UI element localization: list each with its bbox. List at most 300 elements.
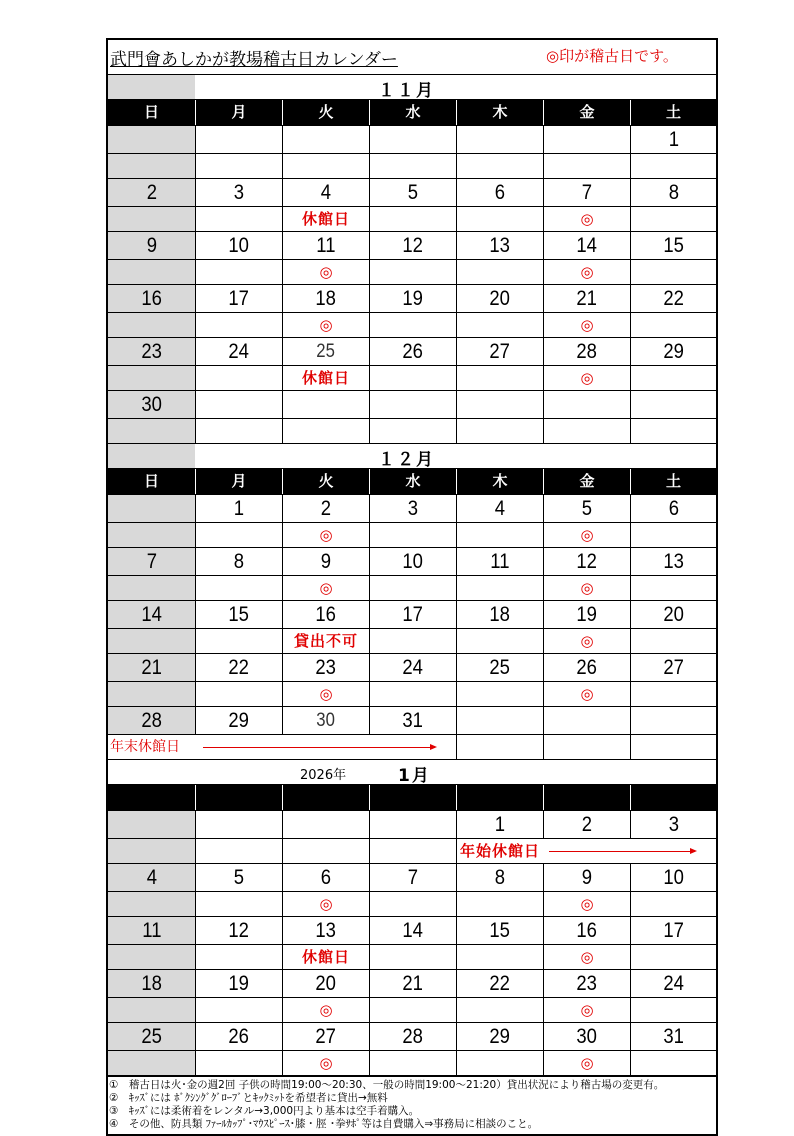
day-number: 4 [494, 497, 506, 520]
day-cell [456, 391, 543, 418]
month-header [108, 760, 716, 785]
day-number: 18 [315, 287, 337, 310]
day-cell [108, 970, 195, 997]
note-cell [369, 207, 456, 231]
note-cell [195, 998, 282, 1022]
day-cell [369, 654, 456, 681]
calendar-header [108, 40, 716, 75]
day-cell [456, 864, 543, 891]
note-cell [282, 945, 369, 969]
note-cell [195, 419, 282, 443]
footnote: ④ その他、防具類 ﾌｧｰﾙｶｯﾌﾟ･ﾏｳｽﾋﾟｰｽ･膝・脛 ･拳ｻﾎﾟ等は自費購入⇒事務局に相談のこと。 [109, 1118, 539, 1130]
day-cell [369, 1023, 456, 1050]
sunday-column-shade [108, 444, 195, 468]
practice-day-mark: ◎ [580, 210, 594, 228]
day-cell [282, 811, 369, 838]
day-number: 10 [402, 550, 424, 573]
footnote: ③ ｷｯｽﾞには柔術着をレンタル→3,000円より基本は空手着購入。 [109, 1105, 420, 1117]
day-number: 30 [576, 1025, 598, 1048]
note-cell [456, 207, 543, 231]
day-cell [456, 917, 543, 944]
day-number: 12 [228, 919, 250, 942]
day-cell [195, 601, 282, 628]
day-cell [282, 232, 369, 259]
note-cell [108, 207, 195, 231]
day-cell [195, 707, 282, 734]
day-cell [630, 495, 716, 522]
note-cell [543, 892, 630, 916]
day-number: 2 [581, 813, 593, 836]
day-number: 8 [233, 550, 245, 573]
day-number: 23 [576, 972, 598, 995]
note-cell [369, 1051, 456, 1075]
note-cell [456, 523, 543, 547]
day-cell [369, 338, 456, 365]
weekday-header-row [108, 469, 716, 495]
day-cell [195, 811, 282, 838]
day-cell [282, 864, 369, 891]
weekday-header: 火 [282, 469, 369, 494]
month-header [108, 75, 716, 100]
day-number: 5 [581, 497, 593, 520]
day-number: 20 [663, 603, 684, 626]
practice-day-mark: ◎ [580, 948, 594, 966]
day-number: 14 [141, 603, 162, 626]
day-number: 19 [576, 603, 598, 626]
weekday-header [456, 785, 543, 810]
note-cell [282, 260, 369, 284]
day-cell [543, 707, 630, 734]
note-row [108, 366, 716, 391]
practice-day-mark: ◎ [580, 369, 594, 387]
note-cell [282, 154, 369, 178]
day-number-row [108, 126, 716, 154]
day-number-row [108, 338, 716, 366]
note-row [108, 682, 716, 707]
day-number-row [108, 1023, 716, 1051]
note-cell [108, 419, 195, 443]
note-cell [195, 629, 282, 653]
day-cell [630, 970, 716, 997]
day-number: 13 [315, 919, 337, 942]
note-cell [195, 576, 282, 600]
note-cell [630, 366, 716, 390]
day-cell [630, 548, 716, 575]
note-cell [369, 998, 456, 1022]
day-number: 19 [402, 287, 424, 310]
note-cell [108, 735, 195, 759]
day-number: 5 [233, 866, 245, 889]
note-cell [543, 576, 630, 600]
day-cell [543, 285, 630, 312]
note-cell [282, 682, 369, 706]
day-number: 1 [494, 813, 506, 836]
day-cell [108, 126, 195, 153]
note-row [108, 892, 716, 917]
year-end-closure-label: 年末休館日 [110, 739, 180, 755]
day-cell [543, 126, 630, 153]
day-cell [108, 707, 195, 734]
day-number: 13 [663, 550, 684, 573]
note-cell [456, 629, 543, 653]
calendar-sheet [106, 38, 718, 1136]
note-cell [630, 839, 716, 863]
note-cell [369, 260, 456, 284]
note-row [108, 207, 716, 232]
day-number: 1 [233, 497, 245, 520]
note-cell [282, 207, 369, 231]
day-cell [456, 495, 543, 522]
day-number: 22 [663, 287, 684, 310]
day-number: 9 [146, 234, 157, 257]
day-number: 27 [489, 340, 511, 363]
weekday-header [282, 785, 369, 810]
note-cell [108, 998, 195, 1022]
day-cell [543, 601, 630, 628]
day-cell [195, 654, 282, 681]
weekday-header: 水 [369, 469, 456, 494]
day-number: 28 [576, 340, 598, 363]
day-number: 5 [407, 181, 419, 204]
note-cell [456, 945, 543, 969]
day-number: 8 [494, 866, 506, 889]
day-cell [456, 179, 543, 206]
note-cell [456, 735, 543, 759]
day-number: 25 [489, 656, 511, 679]
day-cell [108, 391, 195, 418]
year-label: 2026年 [300, 768, 347, 783]
day-number: 11 [141, 919, 162, 942]
day-cell [195, 864, 282, 891]
day-cell [543, 811, 630, 838]
note-cell [543, 154, 630, 178]
day-cell [282, 285, 369, 312]
note-cell [630, 945, 716, 969]
sunday-column-shade [108, 75, 195, 99]
day-cell [108, 654, 195, 681]
note-cell [108, 1051, 195, 1075]
practice-day-mark: ◎ [319, 579, 333, 597]
note-cell [195, 154, 282, 178]
day-number: 3 [668, 813, 679, 836]
day-number: 27 [663, 656, 684, 679]
note-cell [369, 576, 456, 600]
day-cell [195, 285, 282, 312]
month-title: 1月 [398, 766, 431, 786]
note-cell [456, 998, 543, 1022]
note-cell [108, 682, 195, 706]
note-cell [543, 1051, 630, 1075]
year-end-arrow [203, 747, 435, 748]
day-number: 16 [315, 603, 337, 626]
weekday-header: 金 [543, 100, 630, 125]
note-cell [456, 892, 543, 916]
day-number-row [108, 654, 716, 682]
note-cell [369, 892, 456, 916]
day-cell [108, 338, 195, 365]
note-row [108, 260, 716, 285]
note-cell [543, 945, 630, 969]
month-header [108, 444, 716, 469]
weekday-header: 土 [630, 469, 716, 494]
practice-day-mark: ◎ [319, 526, 333, 544]
note-row [108, 629, 716, 654]
day-cell [369, 707, 456, 734]
note-cell [282, 313, 369, 337]
closure-note: 休館日 [301, 369, 350, 387]
note-cell [630, 523, 716, 547]
practice-day-mark: ◎ [580, 579, 594, 597]
day-cell [456, 1023, 543, 1050]
day-number-row [108, 917, 716, 945]
day-cell [543, 548, 630, 575]
day-number-row [108, 970, 716, 998]
note-cell [108, 576, 195, 600]
day-cell [630, 654, 716, 681]
note-cell [456, 260, 543, 284]
day-cell [630, 391, 716, 418]
day-number: 28 [402, 1025, 424, 1048]
day-number: 15 [228, 603, 250, 626]
weekday-header [630, 785, 716, 810]
day-cell [630, 338, 716, 365]
day-cell [195, 338, 282, 365]
note-cell [195, 682, 282, 706]
note-cell [282, 892, 369, 916]
note-cell [369, 523, 456, 547]
practice-day-mark: ◎ [580, 632, 594, 650]
day-number: 25 [141, 1025, 162, 1048]
note-cell [108, 945, 195, 969]
day-number-row [108, 495, 716, 523]
day-cell [369, 495, 456, 522]
note-cell [630, 419, 716, 443]
day-cell [369, 864, 456, 891]
note-cell [369, 945, 456, 969]
day-number: 10 [663, 866, 684, 889]
day-number: 22 [228, 656, 250, 679]
day-cell [630, 864, 716, 891]
day-cell [630, 179, 716, 206]
day-number-row [108, 864, 716, 892]
day-number: 17 [228, 287, 250, 310]
note-cell [456, 576, 543, 600]
practice-day-mark: ◎ [580, 526, 594, 544]
day-number: 25 [316, 341, 336, 362]
day-cell [543, 864, 630, 891]
note-cell [630, 998, 716, 1022]
day-number: 19 [228, 972, 250, 995]
note-cell [195, 313, 282, 337]
day-cell [543, 1023, 630, 1050]
note-cell [543, 419, 630, 443]
note-cell [282, 998, 369, 1022]
weekday-header: 水 [369, 100, 456, 125]
day-number: 16 [141, 287, 162, 310]
month-title: １２月 [378, 450, 435, 470]
note-cell [456, 839, 543, 863]
note-row [108, 735, 716, 760]
day-number-row [108, 179, 716, 207]
closure-note: 貸出不可 [293, 632, 358, 650]
footnote: ① 稽古日は火･金の週2回 子供の時間19:00～20:30、一般の時間19:00～21:20）貸出状況により稽古場の変更有。 [109, 1079, 665, 1091]
day-number: 12 [576, 550, 598, 573]
day-cell [282, 338, 369, 365]
day-number: 7 [407, 866, 419, 889]
note-cell [195, 839, 282, 863]
day-number: 10 [228, 234, 250, 257]
practice-day-mark: ◎ [580, 895, 594, 913]
note-row [108, 154, 716, 179]
day-cell [456, 126, 543, 153]
day-number: 4 [146, 866, 157, 889]
day-cell [282, 654, 369, 681]
note-cell [456, 682, 543, 706]
closure-note: 休館日 [301, 210, 350, 228]
day-number: 26 [402, 340, 424, 363]
day-number: 12 [402, 234, 424, 257]
practice-day-mark: ◎ [319, 263, 333, 281]
day-number: 31 [402, 709, 424, 732]
day-number: 21 [141, 656, 162, 679]
footnotes [108, 1076, 716, 1134]
day-number: 27 [315, 1025, 337, 1048]
day-cell [369, 811, 456, 838]
weekday-header: 日 [143, 472, 159, 490]
note-cell [543, 735, 630, 759]
day-cell [108, 1023, 195, 1050]
weekday-header [108, 785, 195, 810]
day-number: 26 [576, 656, 598, 679]
note-cell [195, 207, 282, 231]
note-row [108, 998, 716, 1023]
day-cell [282, 970, 369, 997]
note-cell [108, 366, 195, 390]
weekday-header [543, 785, 630, 810]
note-cell [456, 419, 543, 443]
note-cell [282, 839, 369, 863]
day-number: 6 [668, 497, 679, 520]
note-row [108, 313, 716, 338]
day-number-row [108, 601, 716, 629]
day-number: 22 [489, 972, 511, 995]
day-cell [369, 601, 456, 628]
note-cell [369, 839, 456, 863]
closure-note: 休館日 [301, 948, 350, 966]
day-number: 30 [141, 393, 162, 416]
day-cell [630, 232, 716, 259]
note-cell [630, 207, 716, 231]
note-cell [543, 682, 630, 706]
day-number: 26 [228, 1025, 250, 1048]
day-cell [456, 285, 543, 312]
day-cell [543, 970, 630, 997]
day-number: 7 [581, 181, 593, 204]
day-number: 17 [402, 603, 424, 626]
day-cell [282, 179, 369, 206]
note-cell [108, 629, 195, 653]
day-cell [195, 495, 282, 522]
note-cell [630, 629, 716, 653]
note-cell [369, 154, 456, 178]
day-number: 15 [663, 234, 684, 257]
note-cell [630, 154, 716, 178]
note-cell [630, 260, 716, 284]
day-number: 28 [141, 709, 162, 732]
day-cell [369, 285, 456, 312]
note-cell [456, 313, 543, 337]
day-cell [282, 126, 369, 153]
note-cell [543, 366, 630, 390]
day-number-row [108, 232, 716, 260]
day-cell [543, 654, 630, 681]
day-number: 4 [320, 181, 332, 204]
weekday-header: 木 [456, 100, 543, 125]
note-cell [543, 207, 630, 231]
day-cell [369, 917, 456, 944]
day-number: 21 [402, 972, 424, 995]
day-cell [108, 811, 195, 838]
day-number: 13 [489, 234, 511, 257]
day-cell [282, 601, 369, 628]
day-cell [630, 811, 716, 838]
note-row [108, 945, 716, 970]
day-number: 24 [663, 972, 684, 995]
weekday-header: 金 [543, 469, 630, 494]
note-cell [630, 1051, 716, 1075]
day-number: 9 [320, 550, 332, 573]
day-cell [369, 232, 456, 259]
day-number: 29 [489, 1025, 511, 1048]
note-cell [369, 682, 456, 706]
note-cell [108, 839, 195, 863]
practice-day-mark: ◎ [319, 1054, 333, 1072]
day-cell [543, 391, 630, 418]
day-number: 2 [146, 181, 157, 204]
day-number: 31 [663, 1025, 684, 1048]
day-cell [630, 285, 716, 312]
note-row [108, 419, 716, 444]
day-number: 30 [316, 710, 336, 731]
day-number: 20 [315, 972, 337, 995]
day-cell [108, 232, 195, 259]
day-cell [195, 126, 282, 153]
day-cell [195, 391, 282, 418]
day-cell [195, 232, 282, 259]
november-section [108, 75, 716, 444]
day-cell [543, 917, 630, 944]
day-cell [456, 811, 543, 838]
day-number: 23 [315, 656, 337, 679]
day-cell [456, 601, 543, 628]
day-cell [195, 1023, 282, 1050]
practice-day-mark: ◎ [319, 1001, 333, 1019]
day-number: 7 [146, 550, 157, 573]
note-cell [543, 629, 630, 653]
note-cell [369, 313, 456, 337]
new-year-closure-label: 年始休館日 [459, 842, 540, 860]
footnote: ② ｷｯｽﾞには ﾎﾞｸｼﾝｸﾞｸﾞﾛｰﾌﾞとｷｯｸﾐｯﾄを希望者に貸出→無料 [109, 1092, 388, 1104]
day-cell [282, 495, 369, 522]
day-number-row [108, 811, 716, 839]
day-number: 6 [494, 181, 506, 204]
note-cell [108, 892, 195, 916]
weekday-header: 木 [456, 469, 543, 494]
practice-day-mark: ◎ [319, 685, 333, 703]
day-cell [195, 179, 282, 206]
day-number: 6 [320, 866, 332, 889]
note-row [108, 839, 716, 864]
